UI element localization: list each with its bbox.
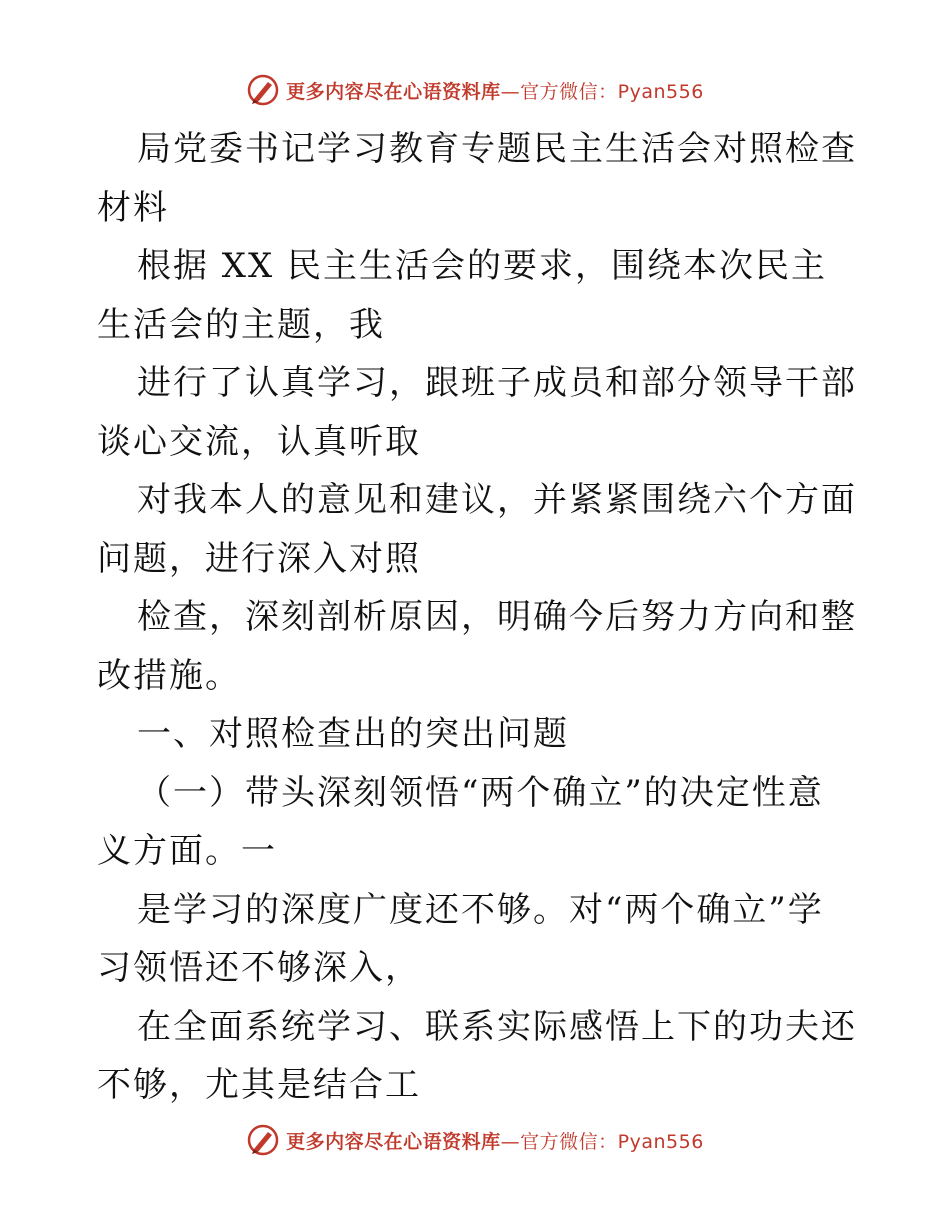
document-body: [97, 120, 857, 1115]
pen-logo-icon: [246, 73, 280, 107]
paragraph: 对我本人的意见和建议，并紧紧围绕六个方面问题，进行深入对照: [97, 480, 857, 579]
paragraph: 在全面系统学习、联系实际感悟上下的功夫还不够，尤其是结合工: [97, 1006, 857, 1105]
footer-watermark-banner: [0, 1120, 950, 1160]
subsection-heading: （一）带头深刻领悟“两个确立”的决定性意义方面。一: [97, 772, 824, 871]
banner-text: 更多内容尽在心语资料库—官方微信：Pyan556: [286, 1130, 704, 1153]
paragraph: 是学习的深度广度还不够。对“两个确立”学习领悟还不够深入，: [97, 889, 824, 988]
paragraph: 检查，深刻剖析原因，明确今后努力方向和整改措施。: [97, 597, 857, 696]
section-heading: 一、对照检查出的突出问题: [137, 714, 569, 754]
pen-logo-icon: [246, 1123, 280, 1157]
paragraph: 进行了认真学习，跟班子成员和部分领导干部谈心交流，认真听取: [97, 363, 857, 462]
paragraph: 根据 XX 民主生活会的要求，围绕本次民主生活会的主题，我: [97, 246, 828, 345]
header-watermark-banner: [0, 70, 950, 110]
paragraph-title: 局党委书记学习教育专题民主生活会对照检查材料: [97, 129, 857, 228]
banner-text: 更多内容尽在心语资料库—官方微信：Pyan556: [286, 80, 704, 103]
